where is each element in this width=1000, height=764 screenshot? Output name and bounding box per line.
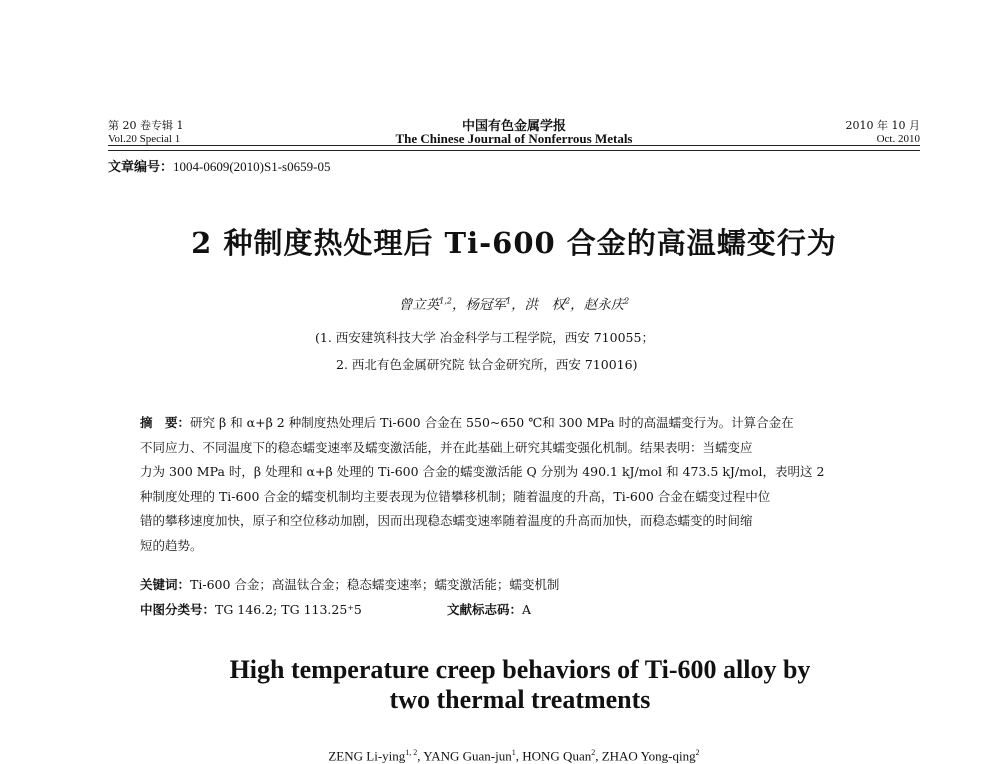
author-3-affil: 2 xyxy=(565,296,571,306)
keywords xyxy=(140,575,559,593)
english-title xyxy=(150,655,890,715)
author-1: 曾立英 xyxy=(398,297,440,313)
header-rule-bottom xyxy=(108,150,920,151)
article-id-label: 文章编号： xyxy=(108,160,174,175)
journal-name-cn: 中国有色金属学报 xyxy=(461,119,566,134)
abstract-label: 摘 要： xyxy=(140,415,191,430)
abstract-line-6: 短的趋势。 xyxy=(140,537,203,553)
author-en-1: ZENG Li-ying xyxy=(328,748,406,764)
journal-name-en: The Chinese Journal of Nonferrous Metals xyxy=(395,131,633,146)
affiliation-2: 2. 西北有色金属研究院 钛合金研究所，西安 710016) xyxy=(336,357,638,372)
author-en-3: , HONG Quan xyxy=(515,748,592,764)
author-4-affil: 2 xyxy=(624,296,630,306)
author-1-affil: 1,2 xyxy=(439,296,452,306)
author-en-2: , YANG Guan-jun xyxy=(417,748,512,764)
author-en-4-affil: 2 xyxy=(695,748,700,757)
abstract-line-5: 错的攀移速度加快，原子和空位移动加剧，因而出现稳态蠕变速率随着温度的升高而加快，而稳态蠕变的时间缩 xyxy=(140,513,753,529)
keywords-label: 关键词： xyxy=(140,577,191,592)
author-2-affil: 1 xyxy=(505,296,512,306)
journal-volume-en: Vol.20 Special 1 xyxy=(108,133,181,145)
author-4: ，赵永庆 xyxy=(570,297,625,313)
english-title-line-1: High temperature creep behaviors of Ti-600 alloy by xyxy=(229,655,811,684)
classification-label: 中图分类号： xyxy=(140,602,216,617)
journal-date-en: Oct. 2010 xyxy=(876,133,920,145)
classification xyxy=(140,600,362,618)
document-code xyxy=(447,600,531,618)
author-en-3-affil: 2 xyxy=(591,748,596,757)
journal-volume-cn: 第 20 卷专辑 1 xyxy=(108,119,184,132)
classification-value: TG 146.2; TG 113.25⁺5 xyxy=(215,602,362,617)
abstract-line-2: 不同应力、不同温度下的稳态蠕变速率及蠕变激活能，并在此基础上研究其蠕变强化机制。结果表明：当蠕变应 xyxy=(140,439,753,455)
author-3: ，洪 权 xyxy=(511,297,566,313)
journal-date-cn: 2010 年 10 月 xyxy=(845,119,920,132)
article-id xyxy=(108,156,330,175)
authors-en xyxy=(0,748,1000,764)
abstract-line-4: 种制度处理的 Ti-600 合金的蠕变机制均主要表现为位错攀移机制；随着温度的升高，Ti-600 合金在蠕变过程中位 xyxy=(140,488,771,504)
header-rule-top xyxy=(108,145,920,146)
author-en-4: , ZHAO Yong-qing xyxy=(595,748,696,764)
authors-cn xyxy=(0,293,1000,313)
author-en-1-affil: 1, 2 xyxy=(405,748,418,757)
document-code-label: 文献标志码： xyxy=(447,602,523,617)
affiliation-1: (1. 西安建筑科技大学 冶金科学与工程学院，西安 710055； xyxy=(315,330,654,345)
abstract xyxy=(140,411,900,559)
abstract-line-3: 力为 300 MPa 时，β 处理和 α+β 处理的 Ti-600 合金的蠕变激活能 Q 分别为 490.1 kJ/mol 和 473.5 kJ/mol，表明这 2 xyxy=(140,464,825,480)
author-2: ，杨冠军 xyxy=(451,297,506,313)
article-id-value: 1004-0609(2010)S1-s0659-05 xyxy=(173,159,331,174)
author-en-2-affil: 1 xyxy=(511,748,516,757)
page-title: 2 种制度热处理后 Ti-600 合金的高温蠕变行为 xyxy=(191,226,837,260)
english-title-line-2: two thermal treatments xyxy=(389,685,651,714)
keywords-value: Ti-600 合金；高温钛合金；稳态蠕变速率；蠕变激活能；蠕变机制 xyxy=(190,577,560,592)
document-code-value: A xyxy=(522,602,532,617)
abstract-line-1: 研究 β 和 α+β 2 种制度热处理后 Ti-600 合金在 550~650 ℃和 300 MPa 时的高温蠕变行为。计算合金在 xyxy=(190,415,794,430)
